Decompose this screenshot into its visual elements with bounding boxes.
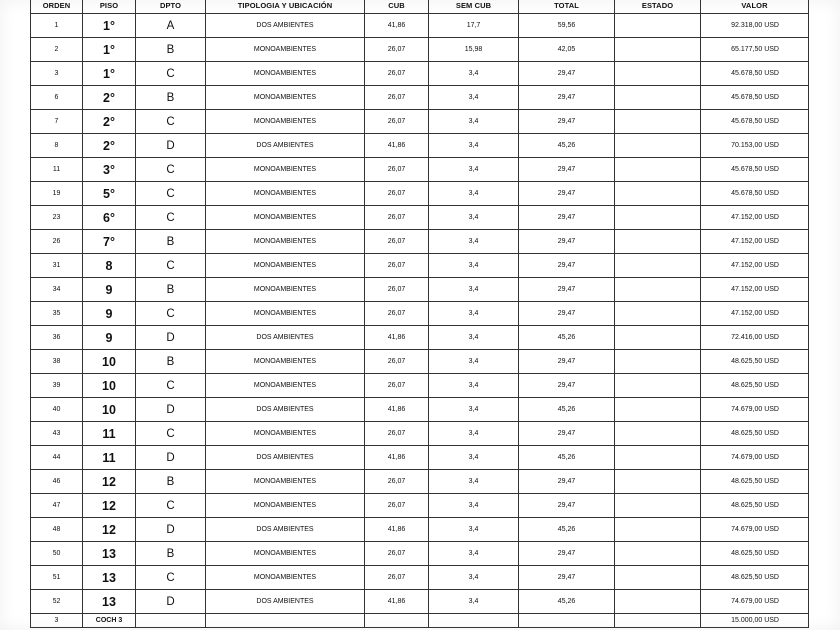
- cell-tipologia: DOS AMBIENTES: [206, 398, 365, 422]
- cell-cub: 26,07: [365, 110, 429, 134]
- cell-orden: 51: [31, 566, 83, 590]
- cell-orden: 38: [31, 350, 83, 374]
- cell-piso: 12: [83, 494, 136, 518]
- header-piso: PISO: [83, 0, 136, 14]
- cell-cub: 26,07: [365, 470, 429, 494]
- cell-dpto: C: [136, 182, 206, 206]
- cell-tipologia: DOS AMBIENTES: [206, 446, 365, 470]
- cell-orden: 11: [31, 158, 83, 182]
- table-row: [31, 446, 809, 470]
- table-row: [31, 302, 809, 326]
- cell-tipologia: DOS AMBIENTES: [206, 134, 365, 158]
- cell-cub: 26,07: [365, 542, 429, 566]
- cell-piso: 12: [83, 518, 136, 542]
- cell-orden: 2: [31, 38, 83, 62]
- cell-sem-cub: 3,4: [429, 494, 519, 518]
- cell-tipologia: DOS AMBIENTES: [206, 14, 365, 38]
- cell-sem-cub: 3,4: [429, 134, 519, 158]
- cell-piso: 2°: [83, 110, 136, 134]
- cell-orden: 3: [31, 614, 83, 628]
- cell-piso: 13: [83, 590, 136, 614]
- cell-dpto: [136, 614, 206, 628]
- cell-tipologia: [206, 614, 365, 628]
- cell-estado: [615, 254, 701, 278]
- cell-valor: 47.152,00 USD: [701, 230, 809, 254]
- table-row: [31, 206, 809, 230]
- cell-orden: 23: [31, 206, 83, 230]
- cell-total: 29,47: [519, 254, 615, 278]
- cell-dpto: C: [136, 302, 206, 326]
- table-row: [31, 398, 809, 422]
- cell-total: [519, 614, 615, 628]
- cell-total: 29,47: [519, 374, 615, 398]
- cell-tipologia: MONOAMBIENTES: [206, 254, 365, 278]
- cell-estado: [615, 206, 701, 230]
- cell-piso: 10: [83, 350, 136, 374]
- cell-valor: 74.679,00 USD: [701, 446, 809, 470]
- cell-sem-cub: 3,4: [429, 86, 519, 110]
- cell-estado: [615, 134, 701, 158]
- cell-valor: 74.679,00 USD: [701, 518, 809, 542]
- cell-estado: [615, 110, 701, 134]
- cell-cub: 26,07: [365, 86, 429, 110]
- cell-sem-cub: 3,4: [429, 446, 519, 470]
- cell-total: 45,26: [519, 518, 615, 542]
- table-row: [31, 134, 809, 158]
- cell-estado: [615, 470, 701, 494]
- cell-tipologia: MONOAMBIENTES: [206, 566, 365, 590]
- cell-sem-cub: 3,4: [429, 254, 519, 278]
- cell-sem-cub: 3,4: [429, 158, 519, 182]
- cell-sem-cub: 3,4: [429, 326, 519, 350]
- header-dpto: DPTO: [136, 0, 206, 14]
- cell-tipologia: MONOAMBIENTES: [206, 230, 365, 254]
- cell-dpto: C: [136, 254, 206, 278]
- cell-estado: [615, 278, 701, 302]
- cell-dpto: D: [136, 326, 206, 350]
- cell-tipologia: MONOAMBIENTES: [206, 470, 365, 494]
- cell-total: 45,26: [519, 134, 615, 158]
- cell-piso: 9: [83, 278, 136, 302]
- cell-estado: [615, 614, 701, 628]
- table-row: [31, 278, 809, 302]
- cell-dpto: B: [136, 86, 206, 110]
- cell-total: 29,47: [519, 350, 615, 374]
- cell-cub: 41,86: [365, 446, 429, 470]
- cell-dpto: D: [136, 590, 206, 614]
- cell-piso: 11: [83, 422, 136, 446]
- table-row-garage: [31, 614, 809, 628]
- cell-sem-cub: 3,4: [429, 278, 519, 302]
- cell-dpto: D: [136, 518, 206, 542]
- cell-estado: [615, 398, 701, 422]
- cell-estado: [615, 14, 701, 38]
- cell-orden: 19: [31, 182, 83, 206]
- cell-cub: 26,07: [365, 230, 429, 254]
- table-body: [31, 14, 809, 628]
- cell-sem-cub: 15,98: [429, 38, 519, 62]
- cell-total: 45,26: [519, 590, 615, 614]
- cell-sem-cub: 3,4: [429, 470, 519, 494]
- cell-dpto: C: [136, 62, 206, 86]
- units-price-table: [30, 0, 809, 628]
- cell-estado: [615, 158, 701, 182]
- table-row: [31, 590, 809, 614]
- table-row: [31, 350, 809, 374]
- cell-estado: [615, 230, 701, 254]
- cell-tipologia: MONOAMBIENTES: [206, 350, 365, 374]
- cell-estado: [615, 326, 701, 350]
- cell-valor: 70.153,00 USD: [701, 134, 809, 158]
- cell-cub: 26,07: [365, 278, 429, 302]
- table-row: [31, 326, 809, 350]
- cell-valor: 48.625,50 USD: [701, 566, 809, 590]
- cell-dpto: B: [136, 542, 206, 566]
- cell-cub: 26,07: [365, 182, 429, 206]
- cell-sem-cub: 3,4: [429, 398, 519, 422]
- cell-orden: 36: [31, 326, 83, 350]
- cell-tipologia: MONOAMBIENTES: [206, 62, 365, 86]
- cell-estado: [615, 302, 701, 326]
- cell-valor: 45.678,50 USD: [701, 110, 809, 134]
- header-orden: ORDEN: [31, 0, 83, 14]
- cell-sem-cub: 3,4: [429, 182, 519, 206]
- cell-piso: 8: [83, 254, 136, 278]
- cell-total: 29,47: [519, 230, 615, 254]
- header-total: TOTAL: [519, 0, 615, 14]
- cell-dpto: C: [136, 158, 206, 182]
- cell-dpto: C: [136, 566, 206, 590]
- cell-piso: 12: [83, 470, 136, 494]
- table-row: [31, 470, 809, 494]
- cell-sem-cub: 3,4: [429, 542, 519, 566]
- cell-orden: 39: [31, 374, 83, 398]
- table-row: [31, 374, 809, 398]
- cell-valor: 45.678,50 USD: [701, 86, 809, 110]
- cell-total: 29,47: [519, 158, 615, 182]
- cell-total: 45,26: [519, 398, 615, 422]
- cell-estado: [615, 542, 701, 566]
- cell-tipologia: MONOAMBIENTES: [206, 422, 365, 446]
- cell-total: 45,26: [519, 326, 615, 350]
- cell-valor: 47.152,00 USD: [701, 302, 809, 326]
- table-row: [31, 566, 809, 590]
- cell-tipologia: MONOAMBIENTES: [206, 110, 365, 134]
- cell-orden: 6: [31, 86, 83, 110]
- cell-cub: 41,86: [365, 14, 429, 38]
- cell-piso: 9: [83, 302, 136, 326]
- cell-orden: 7: [31, 110, 83, 134]
- cell-valor: 47.152,00 USD: [701, 206, 809, 230]
- cell-orden: 8: [31, 134, 83, 158]
- cell-valor: 45.678,50 USD: [701, 182, 809, 206]
- cell-sem-cub: 3,4: [429, 590, 519, 614]
- cell-dpto: B: [136, 470, 206, 494]
- cell-cub: 41,86: [365, 398, 429, 422]
- cell-estado: [615, 86, 701, 110]
- table-row: [31, 158, 809, 182]
- cell-dpto: C: [136, 206, 206, 230]
- cell-piso: 1°: [83, 62, 136, 86]
- cell-sem-cub: 3,4: [429, 62, 519, 86]
- cell-orden: 43: [31, 422, 83, 446]
- table-row: [31, 230, 809, 254]
- cell-orden: 44: [31, 446, 83, 470]
- cell-cub: 26,07: [365, 494, 429, 518]
- cell-orden: 48: [31, 518, 83, 542]
- cell-estado: [615, 62, 701, 86]
- cell-total: 29,47: [519, 62, 615, 86]
- cell-valor: 15.000,00 USD: [701, 614, 809, 628]
- cell-piso: 1°: [83, 14, 136, 38]
- cell-valor: 48.625,50 USD: [701, 470, 809, 494]
- cell-sem-cub: 17,7: [429, 14, 519, 38]
- cell-tipologia: MONOAMBIENTES: [206, 542, 365, 566]
- cell-cub: 26,07: [365, 302, 429, 326]
- cell-valor: 45.678,50 USD: [701, 158, 809, 182]
- cell-estado: [615, 566, 701, 590]
- cell-tipologia: MONOAMBIENTES: [206, 86, 365, 110]
- cell-valor: 48.625,50 USD: [701, 494, 809, 518]
- cell-estado: [615, 374, 701, 398]
- cell-estado: [615, 590, 701, 614]
- cell-orden: 46: [31, 470, 83, 494]
- cell-estado: [615, 422, 701, 446]
- cell-sem-cub: 3,4: [429, 206, 519, 230]
- table-row: [31, 86, 809, 110]
- table-row: [31, 254, 809, 278]
- cell-piso: 6°: [83, 206, 136, 230]
- cell-dpto: B: [136, 38, 206, 62]
- cell-total: 45,26: [519, 446, 615, 470]
- header-cub: CUB: [365, 0, 429, 14]
- cell-valor: 48.625,50 USD: [701, 350, 809, 374]
- cell-cub: 26,07: [365, 38, 429, 62]
- cell-orden: 52: [31, 590, 83, 614]
- cell-piso: 9: [83, 326, 136, 350]
- cell-tipologia: DOS AMBIENTES: [206, 518, 365, 542]
- cell-total: 59,56: [519, 14, 615, 38]
- cell-cub: 41,86: [365, 326, 429, 350]
- cell-piso: 5°: [83, 182, 136, 206]
- cell-piso: 1°: [83, 38, 136, 62]
- cell-piso: 10: [83, 374, 136, 398]
- cell-cub: 41,86: [365, 590, 429, 614]
- cell-orden: 40: [31, 398, 83, 422]
- cell-dpto: A: [136, 14, 206, 38]
- header-valor: VALOR: [701, 0, 809, 14]
- cell-piso: 2°: [83, 134, 136, 158]
- cell-estado: [615, 518, 701, 542]
- cell-total: 29,47: [519, 494, 615, 518]
- cell-cub: 26,07: [365, 254, 429, 278]
- cell-piso: 11: [83, 446, 136, 470]
- cell-orden: 26: [31, 230, 83, 254]
- cell-total: 29,47: [519, 566, 615, 590]
- cell-orden: 31: [31, 254, 83, 278]
- table-row: [31, 542, 809, 566]
- cell-valor: 74.679,00 USD: [701, 398, 809, 422]
- cell-estado: [615, 446, 701, 470]
- cell-tipologia: MONOAMBIENTES: [206, 206, 365, 230]
- cell-total: 29,47: [519, 422, 615, 446]
- cell-valor: 48.625,50 USD: [701, 542, 809, 566]
- cell-valor: 72.416,00 USD: [701, 326, 809, 350]
- cell-tipologia: MONOAMBIENTES: [206, 278, 365, 302]
- cell-sem-cub: [429, 614, 519, 628]
- cell-valor: 48.625,50 USD: [701, 374, 809, 398]
- cell-total: 29,47: [519, 542, 615, 566]
- cell-piso: 2°: [83, 86, 136, 110]
- cell-valor: 92.318,00 USD: [701, 14, 809, 38]
- cell-total: 29,47: [519, 278, 615, 302]
- cell-piso: 3°: [83, 158, 136, 182]
- header-sem-cub: SEM CUB: [429, 0, 519, 14]
- cell-piso: 13: [83, 566, 136, 590]
- cell-dpto: B: [136, 350, 206, 374]
- cell-dpto: C: [136, 374, 206, 398]
- cell-cub: 26,07: [365, 350, 429, 374]
- cell-estado: [615, 494, 701, 518]
- cell-total: 29,47: [519, 206, 615, 230]
- cell-cub: 26,07: [365, 206, 429, 230]
- table-row: [31, 518, 809, 542]
- cell-sem-cub: 3,4: [429, 566, 519, 590]
- cell-piso: 7°: [83, 230, 136, 254]
- cell-tipologia: MONOAMBIENTES: [206, 182, 365, 206]
- cell-cub: 41,86: [365, 134, 429, 158]
- cell-dpto: C: [136, 422, 206, 446]
- cell-sem-cub: 3,4: [429, 518, 519, 542]
- cell-estado: [615, 38, 701, 62]
- cell-dpto: C: [136, 110, 206, 134]
- cell-orden: 1: [31, 14, 83, 38]
- cell-sem-cub: 3,4: [429, 374, 519, 398]
- cell-orden: 3: [31, 62, 83, 86]
- cell-total: 29,47: [519, 182, 615, 206]
- cell-total: 29,47: [519, 86, 615, 110]
- cell-valor: 65.177,50 USD: [701, 38, 809, 62]
- table-row: [31, 494, 809, 518]
- cell-valor: 47.152,00 USD: [701, 254, 809, 278]
- cell-tipologia: MONOAMBIENTES: [206, 158, 365, 182]
- cell-tipologia: MONOAMBIENTES: [206, 38, 365, 62]
- table-row: [31, 110, 809, 134]
- cell-total: 29,47: [519, 470, 615, 494]
- table-row: [31, 182, 809, 206]
- cell-sem-cub: 3,4: [429, 422, 519, 446]
- cell-cub: 41,86: [365, 518, 429, 542]
- cell-dpto: B: [136, 278, 206, 302]
- cell-estado: [615, 182, 701, 206]
- cell-dpto: C: [136, 494, 206, 518]
- header-row: [31, 0, 809, 14]
- cell-sem-cub: 3,4: [429, 110, 519, 134]
- cell-tipologia: MONOAMBIENTES: [206, 302, 365, 326]
- cell-orden: 50: [31, 542, 83, 566]
- cell-valor: 47.152,00 USD: [701, 278, 809, 302]
- table-row: [31, 422, 809, 446]
- cell-cub: 26,07: [365, 374, 429, 398]
- cell-total: 29,47: [519, 110, 615, 134]
- cell-total: 42,05: [519, 38, 615, 62]
- cell-dpto: D: [136, 446, 206, 470]
- cell-orden: 34: [31, 278, 83, 302]
- cell-sem-cub: 3,4: [429, 302, 519, 326]
- cell-sem-cub: 3,4: [429, 350, 519, 374]
- cell-tipologia: DOS AMBIENTES: [206, 326, 365, 350]
- cell-total: 29,47: [519, 302, 615, 326]
- cell-tipologia: MONOAMBIENTES: [206, 494, 365, 518]
- cell-cub: 26,07: [365, 158, 429, 182]
- cell-orden: 35: [31, 302, 83, 326]
- cell-dpto: B: [136, 230, 206, 254]
- cell-piso: COCH 3: [83, 614, 136, 628]
- cell-cub: 26,07: [365, 62, 429, 86]
- cell-tipologia: MONOAMBIENTES: [206, 374, 365, 398]
- cell-estado: [615, 350, 701, 374]
- cell-dpto: D: [136, 398, 206, 422]
- header-estado: ESTADO: [615, 0, 701, 14]
- table-row: [31, 14, 809, 38]
- table-row: [31, 38, 809, 62]
- header-tipologia: TIPOLOGIA Y UBICACIÓN: [206, 0, 365, 14]
- cell-valor: 48.625,50 USD: [701, 422, 809, 446]
- cell-piso: 10: [83, 398, 136, 422]
- cell-cub: [365, 614, 429, 628]
- cell-sem-cub: 3,4: [429, 230, 519, 254]
- cell-valor: 45.678,50 USD: [701, 62, 809, 86]
- cell-tipologia: DOS AMBIENTES: [206, 590, 365, 614]
- cell-cub: 26,07: [365, 566, 429, 590]
- cell-dpto: D: [136, 134, 206, 158]
- cell-orden: 47: [31, 494, 83, 518]
- cell-cub: 26,07: [365, 422, 429, 446]
- cell-piso: 13: [83, 542, 136, 566]
- cell-valor: 74.679,00 USD: [701, 590, 809, 614]
- table-row: [31, 62, 809, 86]
